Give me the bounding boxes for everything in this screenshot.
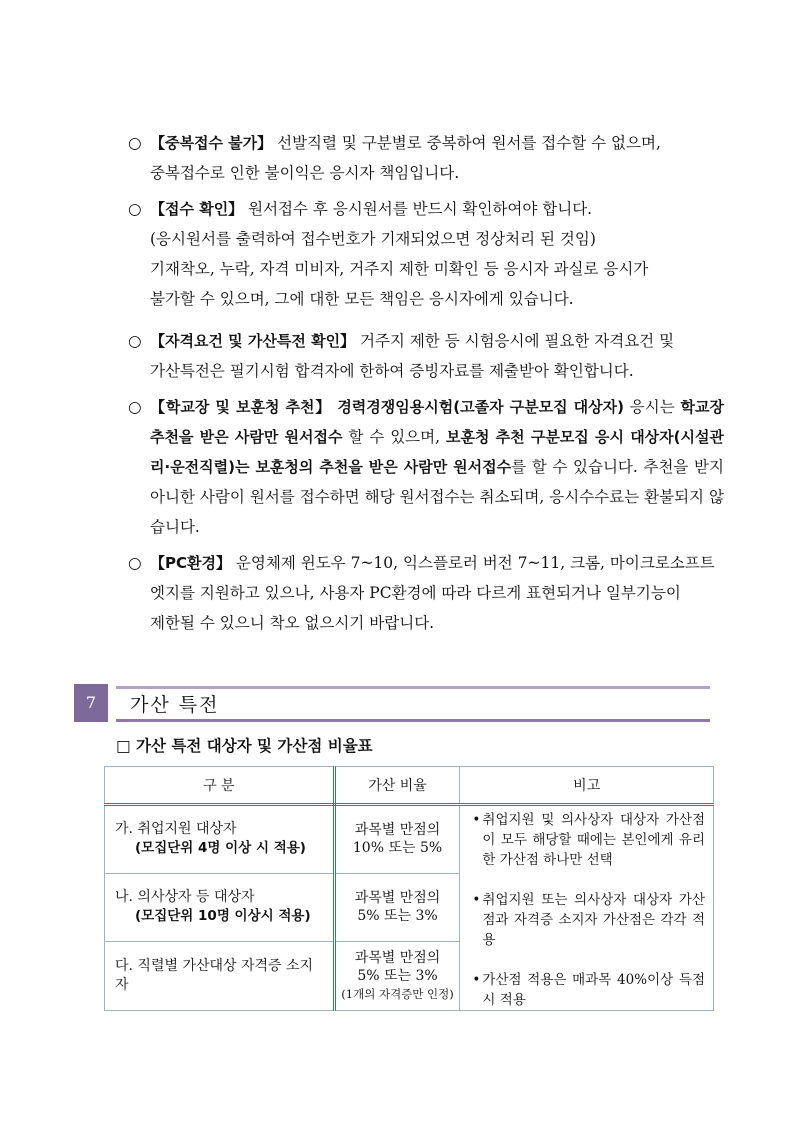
category-name: 다. 직렬별 가산대상 자격증 소지자 — [115, 958, 314, 994]
notice-text: 중복접수로 인한 불이익은 응시자 책임입니다. — [150, 164, 460, 182]
remark-item — [472, 890, 705, 950]
bullet-icon: • — [472, 972, 481, 988]
rate-cell — [334, 942, 460, 1011]
notice-text: 기재착오, 누락, 자격 미비자, 거주지 제한 미확인 등 응시자 과실로 응시가 — [150, 260, 649, 278]
category-name: 가. 취업지원 대상자 — [115, 821, 237, 838]
header-remarks: 비고 — [460, 767, 714, 805]
notice-eligibility — [128, 326, 724, 386]
circle-bullet-icon: ○ — [128, 398, 142, 416]
notice-emphasis: 학교장 추천을 받은 사람만 원서접수 — [150, 398, 725, 446]
notice-tag: 【자격요건 및 가산특전 확인】 — [150, 332, 356, 350]
section-header — [74, 684, 710, 722]
rate-line: 과목별 만점의 — [354, 890, 441, 907]
remark-text: 취업지원 또는 의사상자 대상자 가산점과 자격증 소지자 가산점은 각각 적용 — [482, 892, 705, 948]
notice-duplicate — [128, 128, 724, 188]
notice-pc-environment — [128, 548, 724, 638]
notice-text: 거주지 제한 등 시험응시에 필요한 자격요건 및 — [355, 332, 675, 350]
notice-confirm — [128, 194, 724, 314]
table-heading: □ 가산 특전 대상자 및 가산점 비율표 — [116, 737, 373, 755]
notice-text: 가산특전은 필기시험 합격자에 한하여 증빙자료를 제출받아 확인합니다. — [150, 362, 634, 380]
notice-tag: 【중복접수 불가】 — [150, 134, 273, 152]
notice-recommendation — [128, 392, 724, 542]
circle-bullet-icon: ○ — [128, 200, 142, 218]
remark-item — [472, 970, 705, 1010]
notice-text: 제한될 수 있으니 착오 없으시기 바랍니다. — [150, 614, 435, 632]
table-header-row — [105, 767, 714, 805]
remark-text: 취업지원 및 의사상자 대상자 가산점이 모두 해당할 때에는 본인에게 유리한 가산점 하나만 선택 — [482, 812, 705, 868]
remark-text: 가산점 적용은 매과목 40%이상 득점시 적용 — [482, 972, 705, 1008]
notice-tag: 【학교장 및 보훈청 추천】 — [150, 398, 332, 416]
notice-text: 원서접수 후 응시원서를 반드시 확인하여야 합니다. — [243, 200, 593, 218]
rate-note: (1개의 자격증만 인정) — [341, 987, 454, 1002]
category-cell — [105, 873, 335, 942]
rate-value: 10% 또는 5% — [352, 840, 443, 857]
section-title: 가산 특전 — [130, 694, 220, 716]
notice-emphasis: 경력경쟁임용시험(고졸자 구분모집 대상자) — [331, 398, 625, 416]
bullet-icon: • — [472, 892, 481, 908]
section-rule-top — [116, 686, 710, 689]
notice-text: 운영체제 윈도우 7~10, 익스플로러 버전 7~11, 크롬, 마이크로소프트 — [230, 554, 715, 572]
rate-value: 5% 또는 3% — [357, 968, 438, 985]
circle-bullet-icon: ○ — [128, 134, 142, 152]
header-rate: 가산 비율 — [334, 767, 460, 805]
notice-text: (응시원서를 출력하여 접수번호가 기재되었으면 정상처리 된 것임) — [150, 230, 596, 248]
section-rule-bottom — [116, 719, 710, 722]
category-condition: (모집단위 4명 이상 시 적용) — [135, 840, 306, 857]
circle-bullet-icon: ○ — [128, 332, 142, 350]
category-name: 나. 의사상자 등 대상자 — [115, 889, 255, 906]
notice-text: 를 할 수 있습니다. 추천을 받지 아니한 사람이 원서를 접수하면 해당 원서접수는 취소되며, 응시수수료는 환불되지 않습니다. — [150, 458, 724, 536]
section-number: 7 — [74, 684, 108, 722]
notice-tag: 【접수 확인】 — [150, 200, 244, 218]
notice-text: 엣지를 지원하고 있으나, 사용자 PC환경에 따라 다르게 표현되거나 일부기능이 — [150, 584, 681, 602]
notice-text: 응시는 — [624, 398, 675, 416]
header-category: 구 분 — [105, 767, 335, 805]
notice-text: 선발직렬 및 구분별로 중복하여 원서를 접수할 수 없으며, — [272, 134, 661, 152]
bullet-icon: • — [472, 812, 481, 828]
rate-line: 과목별 만점의 — [354, 950, 441, 967]
remarks-cell — [460, 805, 714, 1011]
notice-emphasis: 보훈청 추천 구분모집 응시 대상자(시설관리·운전직렬)는 보훈청의 추천을 받은 사람만 원서접수 — [150, 428, 724, 476]
notice-tag: 【PC환경】 — [150, 554, 231, 572]
category-cell — [105, 805, 335, 874]
rate-cell — [334, 805, 460, 874]
circle-bullet-icon: ○ — [128, 554, 142, 572]
table-row — [105, 805, 714, 874]
rate-cell — [334, 873, 460, 942]
category-condition: (모집단위 10명 이상시 적용) — [135, 908, 311, 925]
category-cell — [105, 942, 335, 1011]
remark-item — [472, 810, 705, 870]
notice-text: 할 수 있으며, — [342, 428, 446, 446]
bonus-points-table — [104, 766, 714, 1011]
notice-text: 불가할 수 있으며, 그에 대한 모든 책임은 응시자에게 있습니다. — [150, 290, 574, 308]
rate-line: 과목별 만점의 — [354, 822, 441, 839]
rate-value: 5% 또는 3% — [357, 908, 438, 925]
